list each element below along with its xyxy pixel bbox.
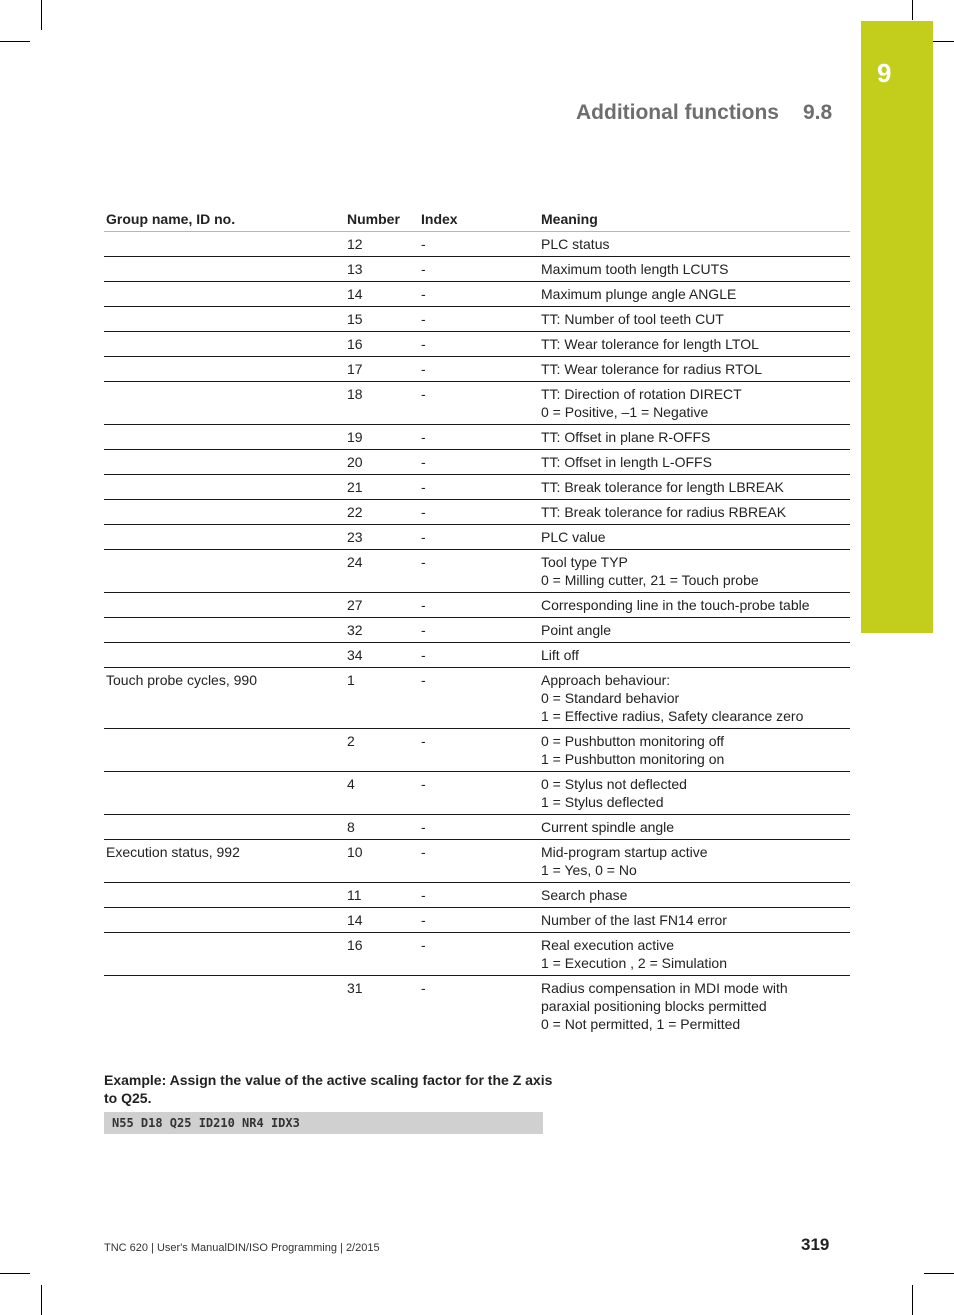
footer-text: TNC 620 | User's ManualDIN/ISO Programming | 2/2015 [104, 1242, 380, 1254]
table-row [104, 307, 850, 332]
cell-meaning [539, 332, 850, 357]
meaning-line: Number of the last FN14 error [541, 912, 727, 928]
cell-group [104, 357, 345, 382]
meaning-line: PLC value [541, 529, 606, 545]
cell-index: - [419, 908, 539, 933]
cell-group [104, 643, 345, 668]
table-row [104, 772, 850, 815]
cell-number: 2 [345, 729, 419, 772]
table-row [104, 382, 850, 425]
cell-index: - [419, 618, 539, 643]
cell-group [104, 257, 345, 282]
meaning-line: Maximum tooth length LCUTS [541, 261, 729, 277]
table-row [104, 282, 850, 307]
meaning-line: Point angle [541, 622, 612, 638]
page-header-section: 9.8 [803, 101, 833, 124]
example-heading: Example: Assign the value of the active scaling factor for the Z axis to Q25. [104, 1072, 553, 1106]
cell-index: - [419, 282, 539, 307]
meaning-line: 1 = Stylus deflected [541, 794, 664, 810]
cell-index: - [419, 933, 539, 976]
cell-meaning [539, 908, 850, 933]
meaning-line: 0 = Stylus not deflected [541, 776, 687, 792]
table-row [104, 450, 850, 475]
cell-index: - [419, 525, 539, 550]
cell-group [104, 282, 345, 307]
meaning-line: PLC status [541, 236, 610, 252]
cell-meaning [539, 933, 850, 976]
meaning-line: 0 = Standard behavior [541, 690, 680, 706]
meaning-line: Real execution active [541, 937, 675, 953]
cell-meaning [539, 883, 850, 908]
meaning-line: TT: Wear tolerance for length LTOL [541, 336, 759, 352]
cell-number: 4 [345, 772, 419, 815]
cell-group [104, 500, 345, 525]
meaning-line: Corresponding line in the touch-probe table [541, 597, 810, 613]
cell-index: - [419, 815, 539, 840]
cell-number: 10 [345, 840, 419, 883]
cell-number: 13 [345, 257, 419, 282]
cell-group: Execution status, 992 [104, 840, 345, 883]
cell-index: - [419, 382, 539, 425]
table-row [104, 332, 850, 357]
cell-number: 8 [345, 815, 419, 840]
meaning-line: Radius compensation in MDI mode with [541, 980, 788, 996]
meaning-line: Approach behaviour: [541, 672, 671, 688]
page-number: 319 [801, 1235, 830, 1254]
cell-index: - [419, 232, 539, 257]
meaning-line: Maximum plunge angle ANGLE [541, 286, 737, 302]
cell-group [104, 976, 345, 1037]
id-table [104, 207, 850, 1036]
table-row [104, 357, 850, 382]
cell-group [104, 593, 345, 618]
cell-index: - [419, 550, 539, 593]
cell-group [104, 525, 345, 550]
meaning-line: 0 = Milling cutter, 21 = Touch probe [541, 572, 759, 588]
cell-index: - [419, 593, 539, 618]
cell-number: 15 [345, 307, 419, 332]
meaning-line: TT: Offset in length L-OFFS [541, 454, 712, 470]
cell-group [104, 232, 345, 257]
table-row [104, 729, 850, 772]
cell-meaning [539, 815, 850, 840]
cell-meaning [539, 475, 850, 500]
crop-mark [924, 1273, 954, 1274]
meaning-line: 1 = Pushbutton monitoring on [541, 751, 725, 767]
meaning-line: 0 = Not permitted, 1 = Permitted [541, 1016, 741, 1032]
meaning-line: 1 = Execution , 2 = Simulation [541, 955, 727, 971]
table-row [104, 643, 850, 668]
cell-number: 32 [345, 618, 419, 643]
table-row [104, 815, 850, 840]
cell-group [104, 382, 345, 425]
table-row [104, 840, 850, 883]
cell-meaning [539, 232, 850, 257]
cell-number: 27 [345, 593, 419, 618]
meaning-line: 1 = Effective radius, Safety clearance zero [541, 708, 804, 724]
cell-number: 23 [345, 525, 419, 550]
cell-index: - [419, 307, 539, 332]
cell-group [104, 772, 345, 815]
column-header-number: Number [345, 207, 419, 232]
cell-number: 34 [345, 643, 419, 668]
cell-meaning [539, 976, 850, 1037]
crop-mark [912, 0, 913, 20]
cell-index: - [419, 257, 539, 282]
table-row [104, 883, 850, 908]
cell-group [104, 425, 345, 450]
cell-group [104, 908, 345, 933]
cell-meaning [539, 525, 850, 550]
crop-mark [41, 0, 42, 30]
cell-number: 12 [345, 232, 419, 257]
table-body [104, 232, 850, 1037]
chapter-number: 9 [877, 58, 892, 88]
table-row [104, 500, 850, 525]
cell-group [104, 883, 345, 908]
table-row [104, 232, 850, 257]
cell-meaning [539, 382, 850, 425]
cell-group [104, 933, 345, 976]
table-row [104, 550, 850, 593]
table-row [104, 257, 850, 282]
cell-index: - [419, 840, 539, 883]
column-header-index: Index [419, 207, 539, 232]
cell-number: 22 [345, 500, 419, 525]
cell-group [104, 307, 345, 332]
cell-index: - [419, 729, 539, 772]
cell-meaning [539, 729, 850, 772]
table-row [104, 908, 850, 933]
table-row [104, 593, 850, 618]
cell-number: 21 [345, 475, 419, 500]
meaning-line: TT: Offset in plane R-OFFS [541, 429, 711, 445]
meaning-line: Mid-program startup active [541, 844, 708, 860]
chapter-tab [861, 21, 933, 633]
cell-index: - [419, 357, 539, 382]
cell-number: 1 [345, 668, 419, 729]
cell-number: 16 [345, 332, 419, 357]
crop-mark [0, 41, 30, 42]
cell-number: 14 [345, 908, 419, 933]
cell-number: 20 [345, 450, 419, 475]
cell-meaning [539, 550, 850, 593]
cell-group [104, 618, 345, 643]
cell-number: 19 [345, 425, 419, 450]
cell-index: - [419, 668, 539, 729]
cell-index: - [419, 425, 539, 450]
cell-number: 11 [345, 883, 419, 908]
cell-number: 17 [345, 357, 419, 382]
cell-index: - [419, 500, 539, 525]
cell-number: 31 [347, 980, 363, 996]
cell-meaning [539, 593, 850, 618]
table-row [104, 475, 850, 500]
cell-meaning [539, 257, 850, 282]
crop-mark [41, 1285, 42, 1315]
meaning-line: Lift off [541, 647, 579, 663]
table-row [104, 976, 850, 1037]
page-header-title: Additional functions [576, 101, 779, 124]
cell-meaning [539, 425, 850, 450]
crop-mark [912, 1285, 913, 1315]
meaning-line: Tool type TYP [541, 554, 628, 570]
meaning-line: TT: Wear tolerance for radius RTOL [541, 361, 762, 377]
code-line: N55 D18 Q25 ID210 NR4 IDX3 [112, 1116, 300, 1130]
table-row [104, 618, 850, 643]
cell-meaning [539, 772, 850, 815]
table-row [104, 933, 850, 976]
table-row [104, 425, 850, 450]
cell-meaning [539, 643, 850, 668]
cell-index: - [419, 883, 539, 908]
crop-mark [0, 1273, 30, 1274]
cell-group [104, 475, 345, 500]
column-header-meaning: Meaning [539, 207, 850, 232]
meaning-line: TT: Direction of rotation DIRECT [541, 386, 742, 402]
cell-index: - [419, 332, 539, 357]
column-header-group: Group name, ID no. [104, 207, 345, 232]
meaning-line: paraxial positioning blocks permitted [541, 998, 767, 1014]
cell-number: 24 [345, 550, 419, 593]
meaning-line: 0 = Positive, –1 = Negative [541, 404, 709, 420]
table-row [104, 525, 850, 550]
cell-meaning [539, 618, 850, 643]
cell-index: - [421, 980, 426, 996]
table-row [104, 668, 850, 729]
meaning-line: TT: Break tolerance for length LBREAK [541, 479, 784, 495]
cell-group [104, 450, 345, 475]
cell-meaning [539, 357, 850, 382]
cell-index: - [419, 475, 539, 500]
meaning-line: 1 = Yes, 0 = No [541, 862, 637, 878]
cell-group [104, 332, 345, 357]
cell-group [104, 550, 345, 593]
meaning-line: 0 = Pushbutton monitoring off [541, 733, 725, 749]
cell-meaning [539, 500, 850, 525]
cell-meaning [539, 307, 850, 332]
cell-index: - [419, 450, 539, 475]
cell-meaning [539, 282, 850, 307]
cell-number: 18 [345, 382, 419, 425]
cell-meaning [539, 668, 850, 729]
code-block [104, 1112, 543, 1134]
cell-group [104, 815, 345, 840]
cell-number: 14 [345, 282, 419, 307]
cell-meaning [539, 840, 850, 883]
meaning-line: TT: Number of tool teeth CUT [541, 311, 724, 327]
cell-group [104, 729, 345, 772]
meaning-line: Current spindle angle [541, 819, 675, 835]
cell-index: - [419, 643, 539, 668]
table-header-row [104, 207, 850, 232]
cell-index: - [419, 772, 539, 815]
cell-meaning [539, 450, 850, 475]
cell-group: Touch probe cycles, 990 [104, 668, 345, 729]
meaning-line: TT: Break tolerance for radius RBREAK [541, 504, 787, 520]
meaning-line: Search phase [541, 887, 628, 903]
cell-number: 16 [345, 933, 419, 976]
